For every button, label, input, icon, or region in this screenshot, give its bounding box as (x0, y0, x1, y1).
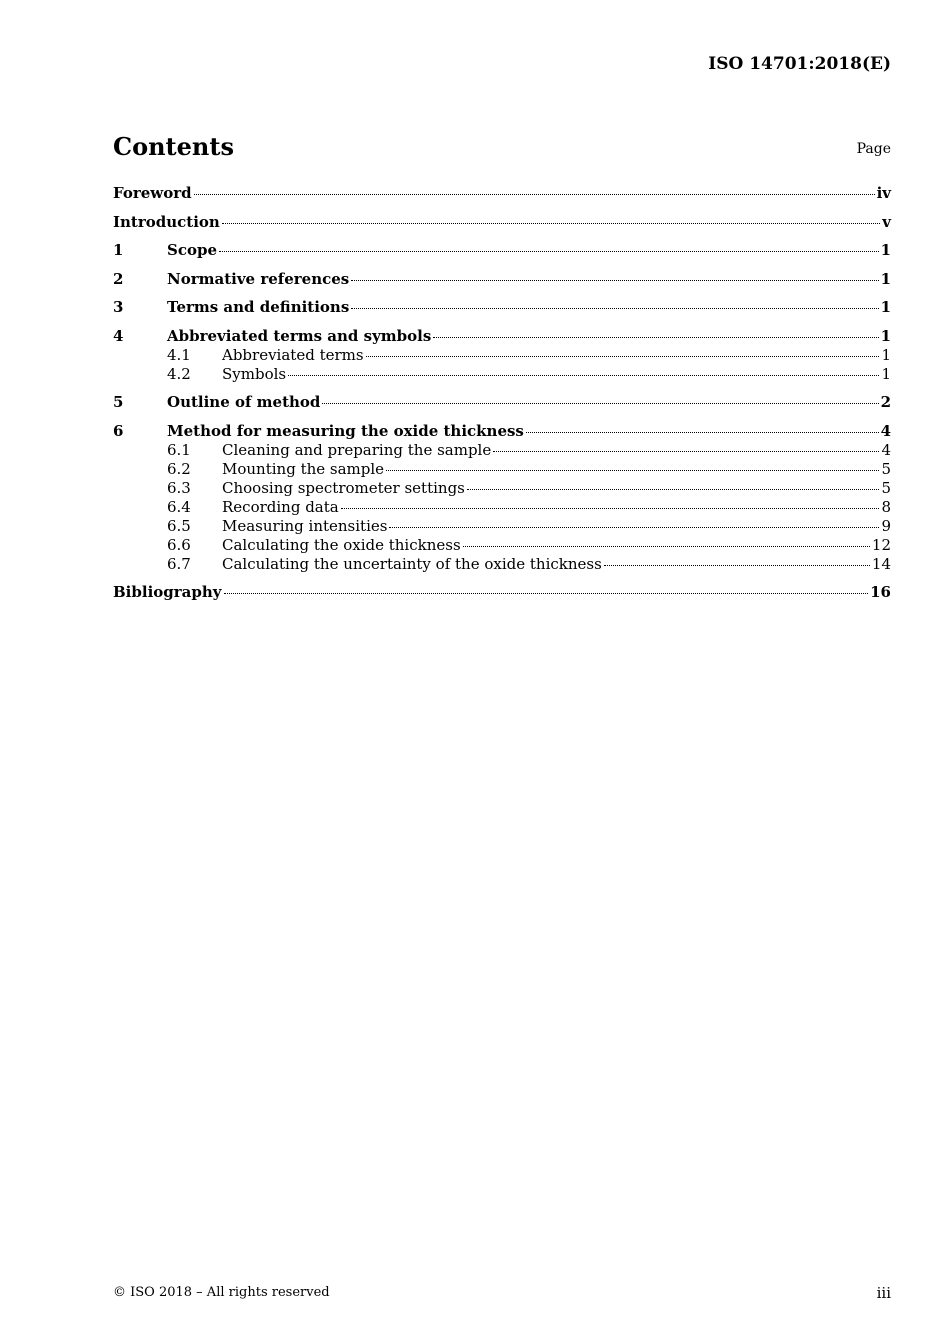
toc-entry-number: 6.3 (167, 478, 191, 497)
toc-entry[interactable] (113, 583, 891, 602)
toc-entry-page: 9 (881, 516, 891, 535)
toc-entry-title: Measuring intensities (222, 516, 388, 535)
toc-entry-title: Symbols (222, 364, 287, 383)
dot-leader (526, 432, 879, 433)
document-id: ISO 14701:2018(E) (708, 54, 891, 74)
toc-subentry[interactable] (113, 460, 891, 479)
toc-entry-title: Cleaning and preparing the sample (222, 440, 492, 459)
dot-leader (463, 546, 870, 547)
toc-entry[interactable] (113, 393, 891, 412)
dot-leader (222, 223, 880, 224)
toc-entry[interactable] (113, 327, 891, 346)
toc-entry-page: 1 (880, 326, 891, 345)
toc-entry-title: Choosing spectrometer settings (222, 478, 465, 497)
toc-subentry[interactable] (113, 346, 891, 365)
toc-entry[interactable] (113, 298, 891, 317)
toc-entry-page: 1 (880, 298, 891, 316)
toc-entry-title: Mounting the sample (222, 459, 385, 478)
toc-entry-page: 4 (880, 421, 891, 440)
toc-entry-number: 6.7 (167, 554, 191, 573)
toc-subentry[interactable] (113, 536, 891, 555)
toc-entry-title: Foreword (113, 184, 192, 202)
dot-leader (351, 280, 878, 281)
toc-entry-title: Abbreviated terms (222, 345, 364, 364)
toc-subentry[interactable] (113, 555, 891, 574)
dot-leader (322, 403, 878, 404)
page-column-label: Page (856, 141, 891, 157)
toc-entry-page: 2 (880, 393, 891, 411)
toc-entry-page: 5 (881, 478, 891, 497)
toc-entry-page: 1 (880, 269, 891, 288)
toc-entry-title: Normative references (167, 269, 350, 288)
toc-entry-number: 4.1 (167, 345, 191, 364)
dot-leader (288, 375, 879, 376)
toc-entry-page: 1 (881, 345, 891, 364)
table-of-contents (113, 184, 891, 602)
toc-entry[interactable] (113, 270, 891, 289)
toc-entry-page: iv (876, 184, 891, 202)
toc-entry-title: Terms and definitions (167, 298, 350, 316)
toc-entry-title: Scope (167, 241, 218, 259)
dot-leader (389, 527, 879, 528)
toc-subentry[interactable] (113, 498, 891, 517)
page-number: iii (876, 1284, 891, 1302)
contents-heading: Contents (113, 132, 234, 161)
dot-leader (366, 356, 880, 357)
dot-leader (493, 451, 879, 452)
toc-entry-page: 14 (871, 554, 891, 573)
toc-entry-page: 8 (881, 497, 891, 516)
toc-subentry[interactable] (113, 441, 891, 460)
toc-entry-title: Abbreviated terms and symbols (167, 326, 432, 345)
toc-entry-title: Introduction (113, 212, 220, 231)
dot-leader (467, 489, 880, 490)
dot-leader (194, 194, 875, 195)
dot-leader (341, 508, 880, 509)
toc-entry-number: 6.2 (167, 459, 191, 478)
toc-entry-page: 1 (881, 364, 891, 383)
toc-entry-number: 6.5 (167, 516, 191, 535)
toc-entry-number: 4.2 (167, 364, 191, 383)
toc-entry-title: Recording data (222, 497, 339, 516)
toc-subentry[interactable] (113, 365, 891, 384)
toc-entry[interactable] (113, 213, 891, 232)
toc-entry-number: 1 (113, 241, 124, 259)
toc-entry-number: 2 (113, 269, 124, 288)
toc-entry-page: 16 (870, 583, 891, 601)
toc-entry-number: 5 (113, 393, 124, 411)
toc-entry-number: 6 (113, 421, 124, 440)
toc-entry-page: 5 (881, 459, 891, 478)
toc-entry-page: 12 (871, 535, 891, 554)
toc-entry-title: Bibliography (113, 583, 222, 601)
toc-entry-number: 6.1 (167, 440, 191, 459)
toc-subentry[interactable] (113, 517, 891, 536)
dot-leader (386, 470, 879, 471)
toc-entry-number: 3 (113, 298, 124, 316)
dot-leader (433, 337, 878, 338)
dot-leader (224, 593, 869, 594)
toc-entry-page: v (882, 212, 891, 231)
toc-entry[interactable] (113, 184, 891, 203)
toc-entry-title: Outline of method (167, 393, 321, 411)
toc-entry-title: Calculating the uncertainty of the oxide thickness (222, 554, 602, 573)
copyright-notice: © ISO 2018 – All rights reserved (113, 1285, 330, 1300)
toc-entry-number: 6.6 (167, 535, 191, 554)
toc-entry[interactable] (113, 422, 891, 441)
dot-leader (351, 308, 878, 309)
toc-subentry[interactable] (113, 479, 891, 498)
toc-entry[interactable] (113, 241, 891, 260)
dot-leader (604, 565, 870, 566)
toc-entry-page: 1 (880, 241, 891, 259)
toc-entry-title: Calculating the oxide thickness (222, 535, 461, 554)
toc-entry-page: 4 (881, 440, 891, 459)
toc-entry-title: Method for measuring the oxide thickness (167, 421, 524, 440)
toc-entry-number: 6.4 (167, 497, 191, 516)
dot-leader (219, 251, 879, 252)
toc-entry-number: 4 (113, 326, 124, 345)
